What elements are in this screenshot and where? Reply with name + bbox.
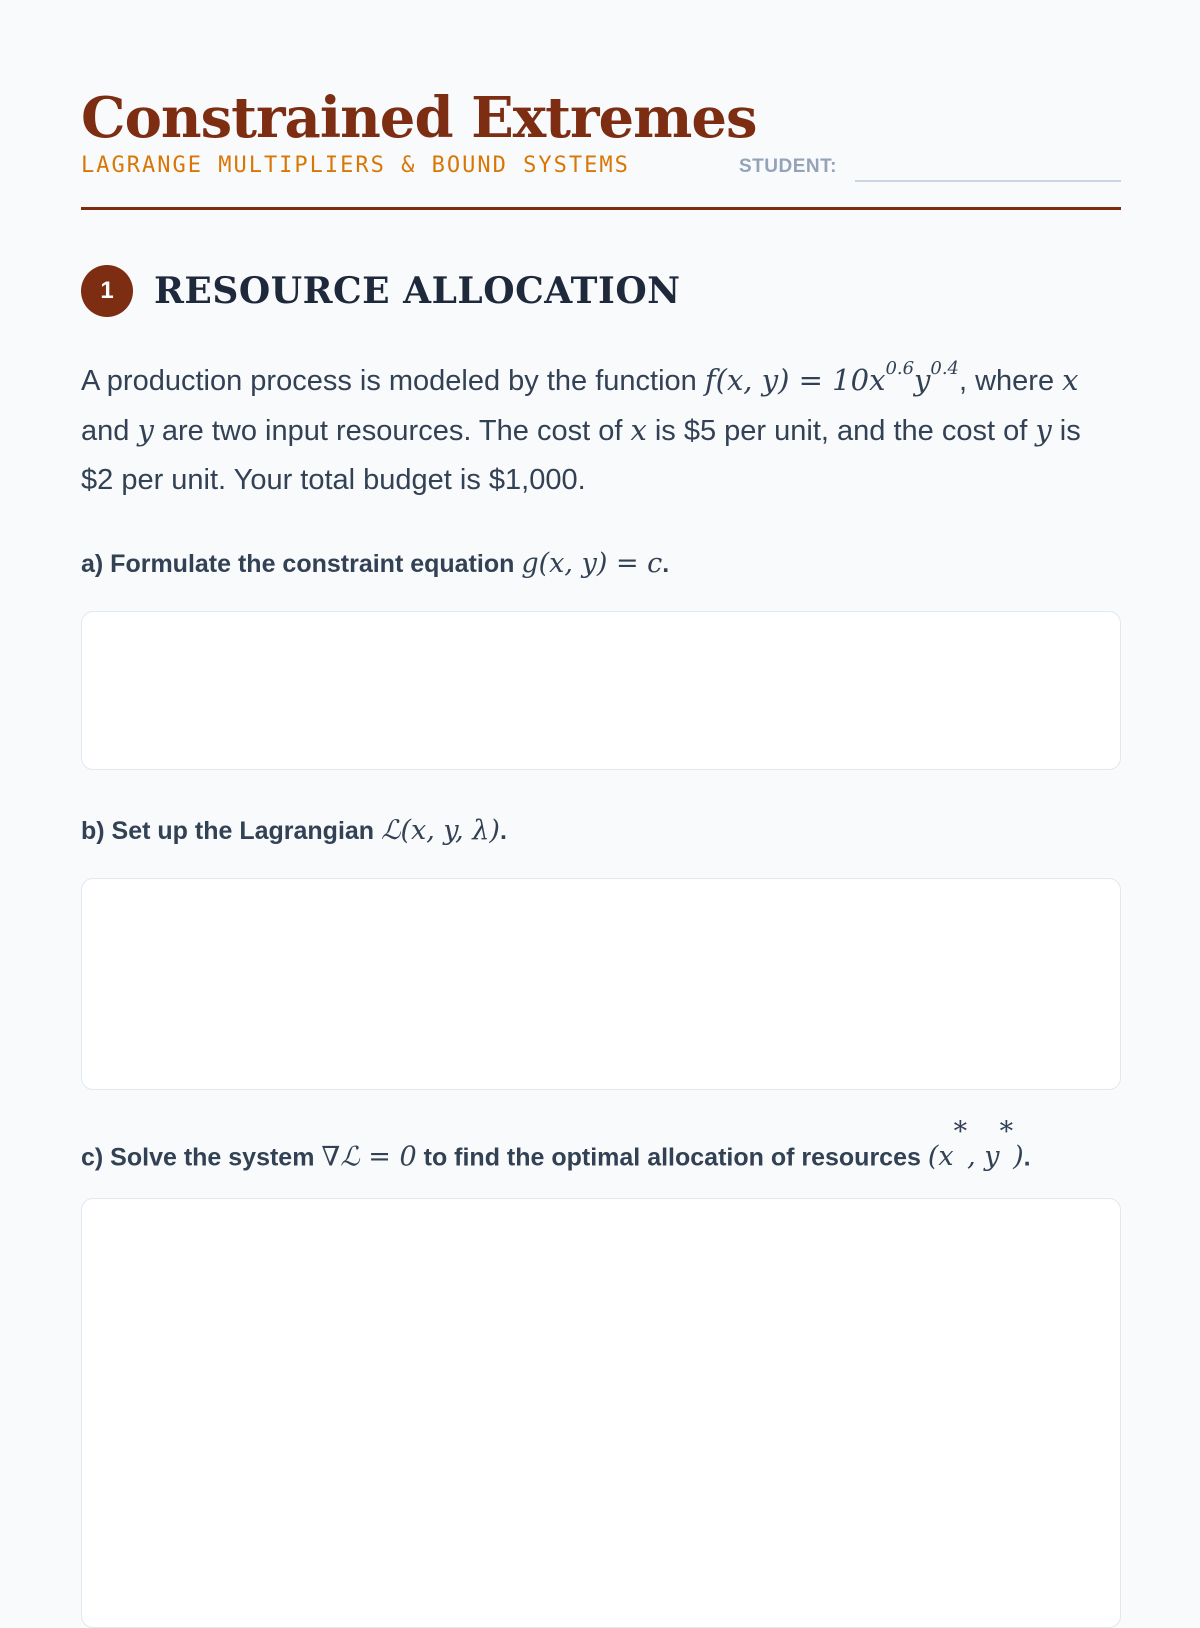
answer-box-c[interactable] — [81, 1198, 1121, 1628]
question-end: . — [499, 817, 507, 845]
question-label: b) Set up the Lagrangian — [81, 817, 382, 845]
math-var-x: x — [630, 413, 647, 447]
student-label: STUDENT: — [739, 156, 837, 177]
math-var-y: y — [1035, 413, 1052, 447]
statement-text: A production process is modeled by the function — [81, 365, 705, 397]
math-gradient: ∇ℒ = 0 — [321, 1141, 417, 1173]
question-end: . — [662, 550, 670, 578]
math-var-y: y — [137, 413, 154, 447]
math-var-x: x — [1062, 363, 1079, 397]
answer-box-b[interactable] — [81, 878, 1121, 1090]
question-b — [81, 813, 507, 849]
question-label: c) Solve the system — [81, 1143, 322, 1172]
statement-text: is $2 per unit. Your total budget is $1,000. — [81, 415, 1081, 496]
worksheet-header — [81, 80, 1121, 210]
math-lagrangian: ℒ(x, y, λ) — [381, 815, 500, 846]
question-middle: to find the optimal allocation of resources — [416, 1143, 928, 1172]
problem-statement: A production process is modeled by the function f(x, $y) = 10x^{0.6}y^{0.4}$, where x and y are two input resources. The cost of x is $5 per unit, and the cost of y is $2 per unit. Your total budget is $1,000. — [81, 357, 1081, 496]
question-a — [81, 546, 669, 582]
section-header — [81, 264, 681, 318]
section-title: RESOURCE ALLOCATION — [154, 270, 681, 312]
statement-text: where — [975, 365, 1063, 397]
page-title: Constrained Extremes — [81, 85, 757, 151]
statement-text: is $5 per unit, and the cost of — [646, 415, 1036, 447]
question-c — [81, 1117, 1031, 1175]
student-name-area — [739, 150, 1121, 184]
page-subtitle: LAGRANGE MULTIPLIERS & BOUND SYSTEMS — [81, 153, 630, 178]
math-function: f(x, $y) = 10x^{0.6}y^{0.4}$ — [704, 357, 959, 397]
math-optimum: (x*, y*) — [927, 1117, 1024, 1173]
student-name-field[interactable] — [855, 180, 1121, 182]
section-number-badge: 1 — [81, 265, 133, 317]
question-label: a) Formulate the constraint equation — [81, 550, 522, 578]
statement-text: and — [81, 415, 138, 447]
math-constraint: g(x, y) = c — [521, 548, 663, 579]
answer-box-a[interactable] — [81, 611, 1121, 770]
question-end: . — [1023, 1143, 1031, 1172]
statement-text: are two input resources. The cost of — [153, 415, 631, 447]
